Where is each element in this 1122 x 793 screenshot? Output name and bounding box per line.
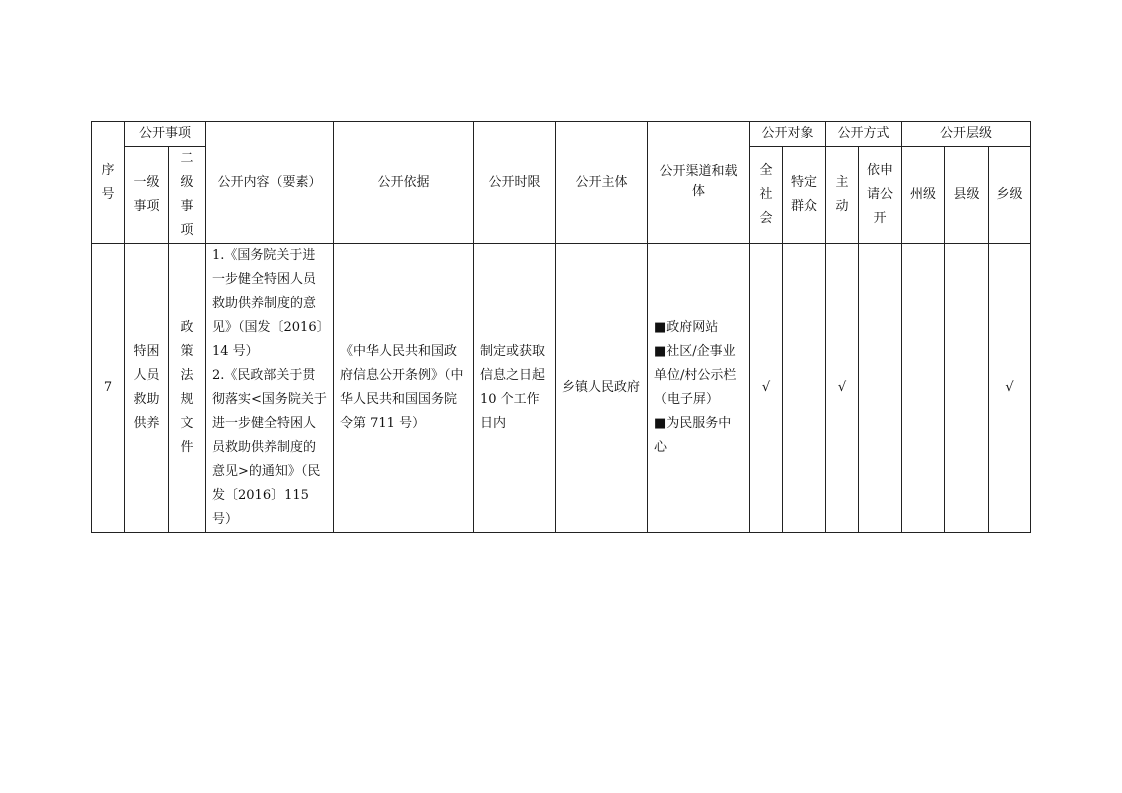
row-channel-item-1: ■政府网站: [654, 320, 719, 335]
header-level1: [125, 147, 169, 244]
header-audience-specific-label: 特定群众: [791, 175, 818, 214]
header-time-limit-label: 公开时限: [488, 174, 541, 190]
header-channel-label: 公开渠道和载体: [659, 163, 738, 199]
header-basis-label: 公开依据: [377, 174, 430, 190]
row-method-request-check: [859, 244, 902, 533]
row-content: [206, 244, 334, 533]
header-content-label: 公开内容（要素）: [217, 174, 322, 190]
header-level-label: 公开层级: [939, 126, 992, 141]
row-level1-text: 特困人员救助供养: [133, 344, 160, 431]
header-level-state: [902, 147, 945, 244]
row-level-county-check: [945, 244, 989, 533]
row-content-item-1: 1.《国务院关于进一步健全特困人员救助供养制度的意见》（国发〔2016〕14 号）: [212, 248, 324, 359]
disclosure-table: [91, 121, 1031, 533]
row-audience-all-check: √: [750, 244, 783, 533]
header-level-state-label: 州级: [909, 187, 936, 202]
row-time-limit: 制定或获取信息之日起 10 个工作日内: [474, 244, 556, 533]
row-basis: 《中华人民共和国政府信息公开条例》（中华人民共和国国务院令第 711 号）: [334, 244, 474, 533]
header-level1-label: 一级事项: [133, 175, 160, 214]
row-level1: [125, 244, 169, 533]
header-level-town: [989, 147, 1031, 244]
header-audience: [750, 122, 826, 147]
header-audience-specific: [783, 147, 826, 244]
row-channel-item-2: ■社区/企事业单位/村公示栏（电子屏）: [654, 344, 737, 407]
header-audience-label: 公开对象: [761, 126, 814, 141]
header-subject-label: 公开主体: [575, 174, 628, 190]
header-level-county: [945, 147, 989, 244]
row-level-state-check: [902, 244, 945, 533]
header-seq-label: 序号: [101, 162, 115, 202]
row-audience-specific-check: [783, 244, 826, 533]
header-audience-all: [750, 147, 783, 244]
row-channel-item-3: ■为民服务中心: [654, 416, 732, 455]
header-level2: [169, 147, 206, 244]
row-content-item-2: 2.《民政部关于贯彻落实<国务院关于进一步健全特困人员救助供养制度的意见>的通知》（民发〔2016〕115 号）: [212, 368, 327, 527]
header-method-request-label: 依申请公开: [867, 163, 894, 226]
header-content: [206, 122, 334, 244]
row-level2: [169, 244, 206, 533]
row-level2-text: 政策法规文件: [180, 320, 194, 455]
row-level-town-check: √: [989, 244, 1031, 533]
header-channel: [648, 122, 750, 244]
row-channels: [648, 244, 750, 533]
header-level: [902, 122, 1031, 147]
row-seq: 7: [92, 244, 125, 533]
header-level2-label: 二级事项: [180, 151, 194, 238]
header-public-items-label: 公开事项: [138, 126, 191, 141]
header-method-label: 公开方式: [837, 126, 890, 141]
row-subject: 乡镇人民政府: [556, 244, 648, 533]
header-level-town-label: 乡级: [996, 187, 1023, 202]
row-method-active-check: √: [826, 244, 859, 533]
header-method: [826, 122, 902, 147]
header-method-active-label: 主动: [835, 175, 849, 214]
header-method-active: [826, 147, 859, 244]
header-level-county-label: 县级: [953, 187, 980, 202]
header-time-limit: [474, 122, 556, 244]
header-subject: [556, 122, 648, 244]
table-row: [92, 244, 1031, 533]
header-method-request: [859, 147, 902, 244]
header-audience-all-label: 全社会: [759, 163, 773, 226]
header-public-items: [125, 122, 206, 147]
header-seq: [92, 122, 125, 244]
header-basis: [334, 122, 474, 244]
